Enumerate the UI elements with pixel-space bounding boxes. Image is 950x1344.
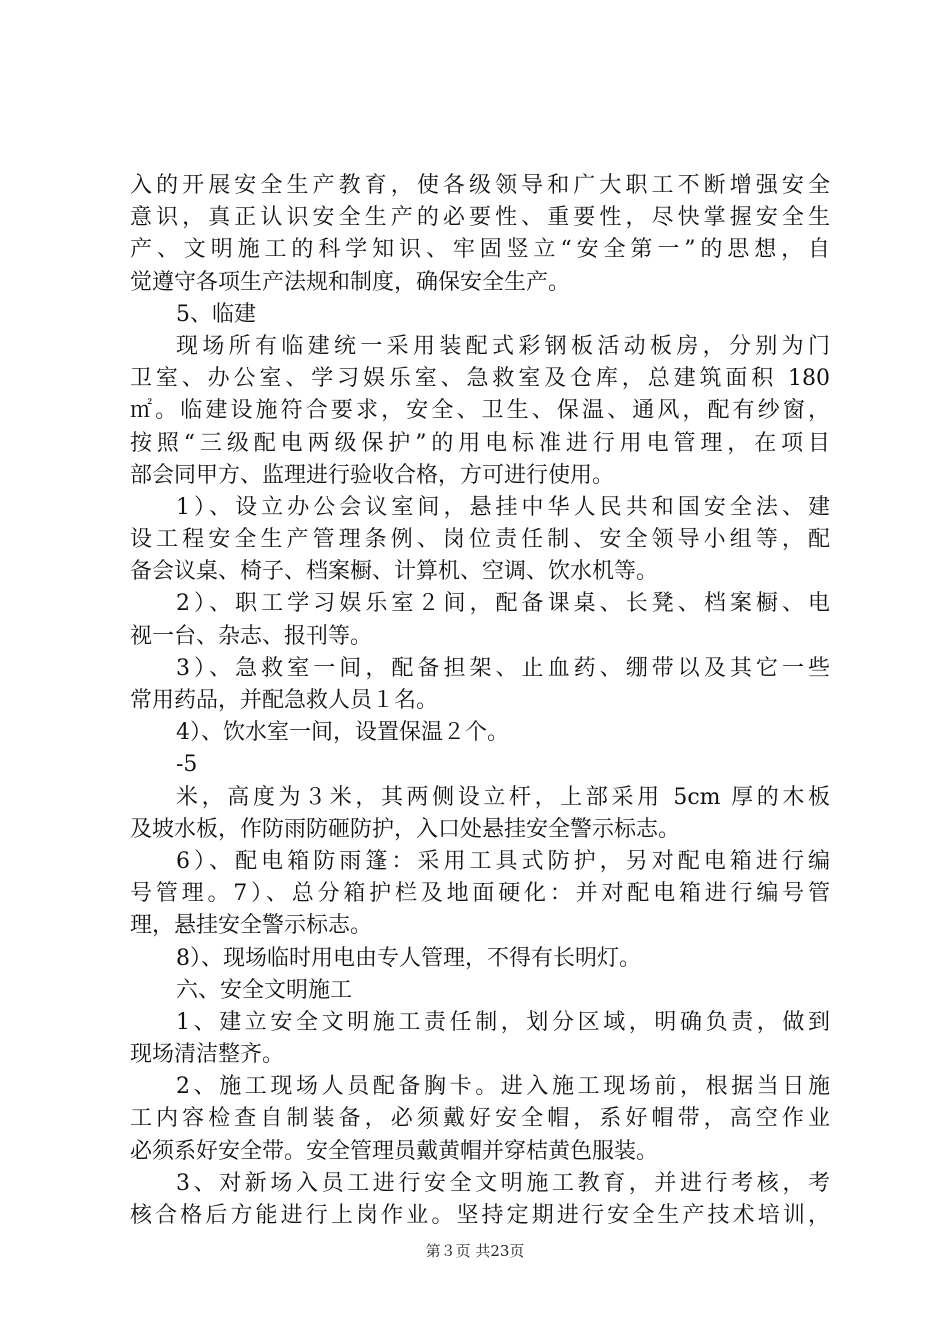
text-line: ㎡。临建设施符合要求，安全、卫生、保温、通风，配有纱窗， bbox=[130, 398, 830, 424]
text-line: 米，高度为３米，其两侧设立杆，上部采用 5cm 厚的木板 bbox=[176, 784, 830, 810]
text-line: 按照“三级配电两级保护”的用电标准进行用电管理，在项目 bbox=[130, 430, 830, 456]
section-heading: 六、安全文明施工 bbox=[176, 977, 353, 1003]
text-line: 及坡水板，作防雨防砸防护，入口处悬挂安全警示标志。 bbox=[130, 816, 681, 842]
text-line: 备会议桌、椅子、档案橱、计算机、空调、饮水机等。 bbox=[130, 559, 659, 585]
text-line: 意识，真正认识安全生产的必要性、重要性，尽快掌握安全生 bbox=[130, 205, 830, 231]
text-line: 常用药品，并配急救人员１名。 bbox=[130, 688, 439, 713]
text-line: 4）、饮水室一间，设置保温２个。 bbox=[176, 720, 509, 746]
section-heading: 5、临建 bbox=[176, 301, 256, 327]
text-line: 产、文明施工的科学知识、牢固竖立“安全第一”的思想，自 bbox=[130, 237, 830, 263]
text-line: 核合格后方能进行上岗作业。坚持定期进行安全生产技术培训， bbox=[130, 1203, 830, 1228]
text-line: 2）、职工学习娱乐室２间，配备课桌、长凳、档案橱、电 bbox=[176, 591, 830, 617]
text-line: 理，悬挂安全警示标志。 bbox=[130, 913, 373, 939]
text-line: 部会同甲方、监理进行验收合格，方可进行使用。 bbox=[130, 462, 615, 488]
text-line: 视一台、杂志、报刊等。 bbox=[130, 623, 373, 649]
text-line: 1、建立安全文明施工责任制，划分区域，明确负责，做到 bbox=[176, 1009, 830, 1035]
text-line: 1）、设立办公会议室间，悬挂中华人民共和国安全法、建 bbox=[176, 494, 830, 520]
text-line: 设工程安全生产管理条例、岗位责任制、安全领导小组等，配 bbox=[130, 527, 830, 553]
document-body bbox=[130, 170, 830, 1232]
text-line: 现场所有临建统一采用装配式彩钢板活动板房，分别为门 bbox=[176, 333, 830, 359]
text-line: 8）、现场临时用电由专人管理，不得有长明灯。 bbox=[176, 945, 641, 971]
text-line: 卫室、办公室、学习娱乐室、急救室及仓库，总建筑面积 180 bbox=[130, 366, 830, 392]
text-line: 6）、配电箱防雨篷：采用工具式防护，另对配电箱进行编 bbox=[176, 848, 830, 874]
text-line: 工内容检查自制装备，必须戴好安全帽，系好帽带，高空作业 bbox=[130, 1106, 830, 1132]
text-line: 现场清洁整齐。 bbox=[130, 1042, 285, 1068]
text-line: 入的开展安全生产教育，使各级领导和广大职工不断增强安全 bbox=[130, 173, 830, 198]
text-line: 2、施工现场人员配备胸卡。进入施工现场前，根据当日施 bbox=[176, 1074, 830, 1100]
text-line: 觉遵守各项生产法规和制度，确保安全生产。 bbox=[130, 269, 571, 295]
text-line: 必须系好安全带。安全管理员戴黄帽并穿桔黄色服装。 bbox=[130, 1138, 659, 1164]
page-number-footer: 第３页 共23页 bbox=[425, 1242, 525, 1260]
text-line: 号管理。7）、总分箱护栏及地面硬化：并对配电箱进行编号管 bbox=[130, 881, 830, 907]
text-line: -5 bbox=[176, 752, 198, 778]
text-line: 3）、急救室一间，配备担架、止血药、绷带以及其它一些 bbox=[176, 655, 830, 681]
text-line: 3、对新场入员工进行安全文明施工教育，并进行考核，考 bbox=[176, 1170, 830, 1196]
